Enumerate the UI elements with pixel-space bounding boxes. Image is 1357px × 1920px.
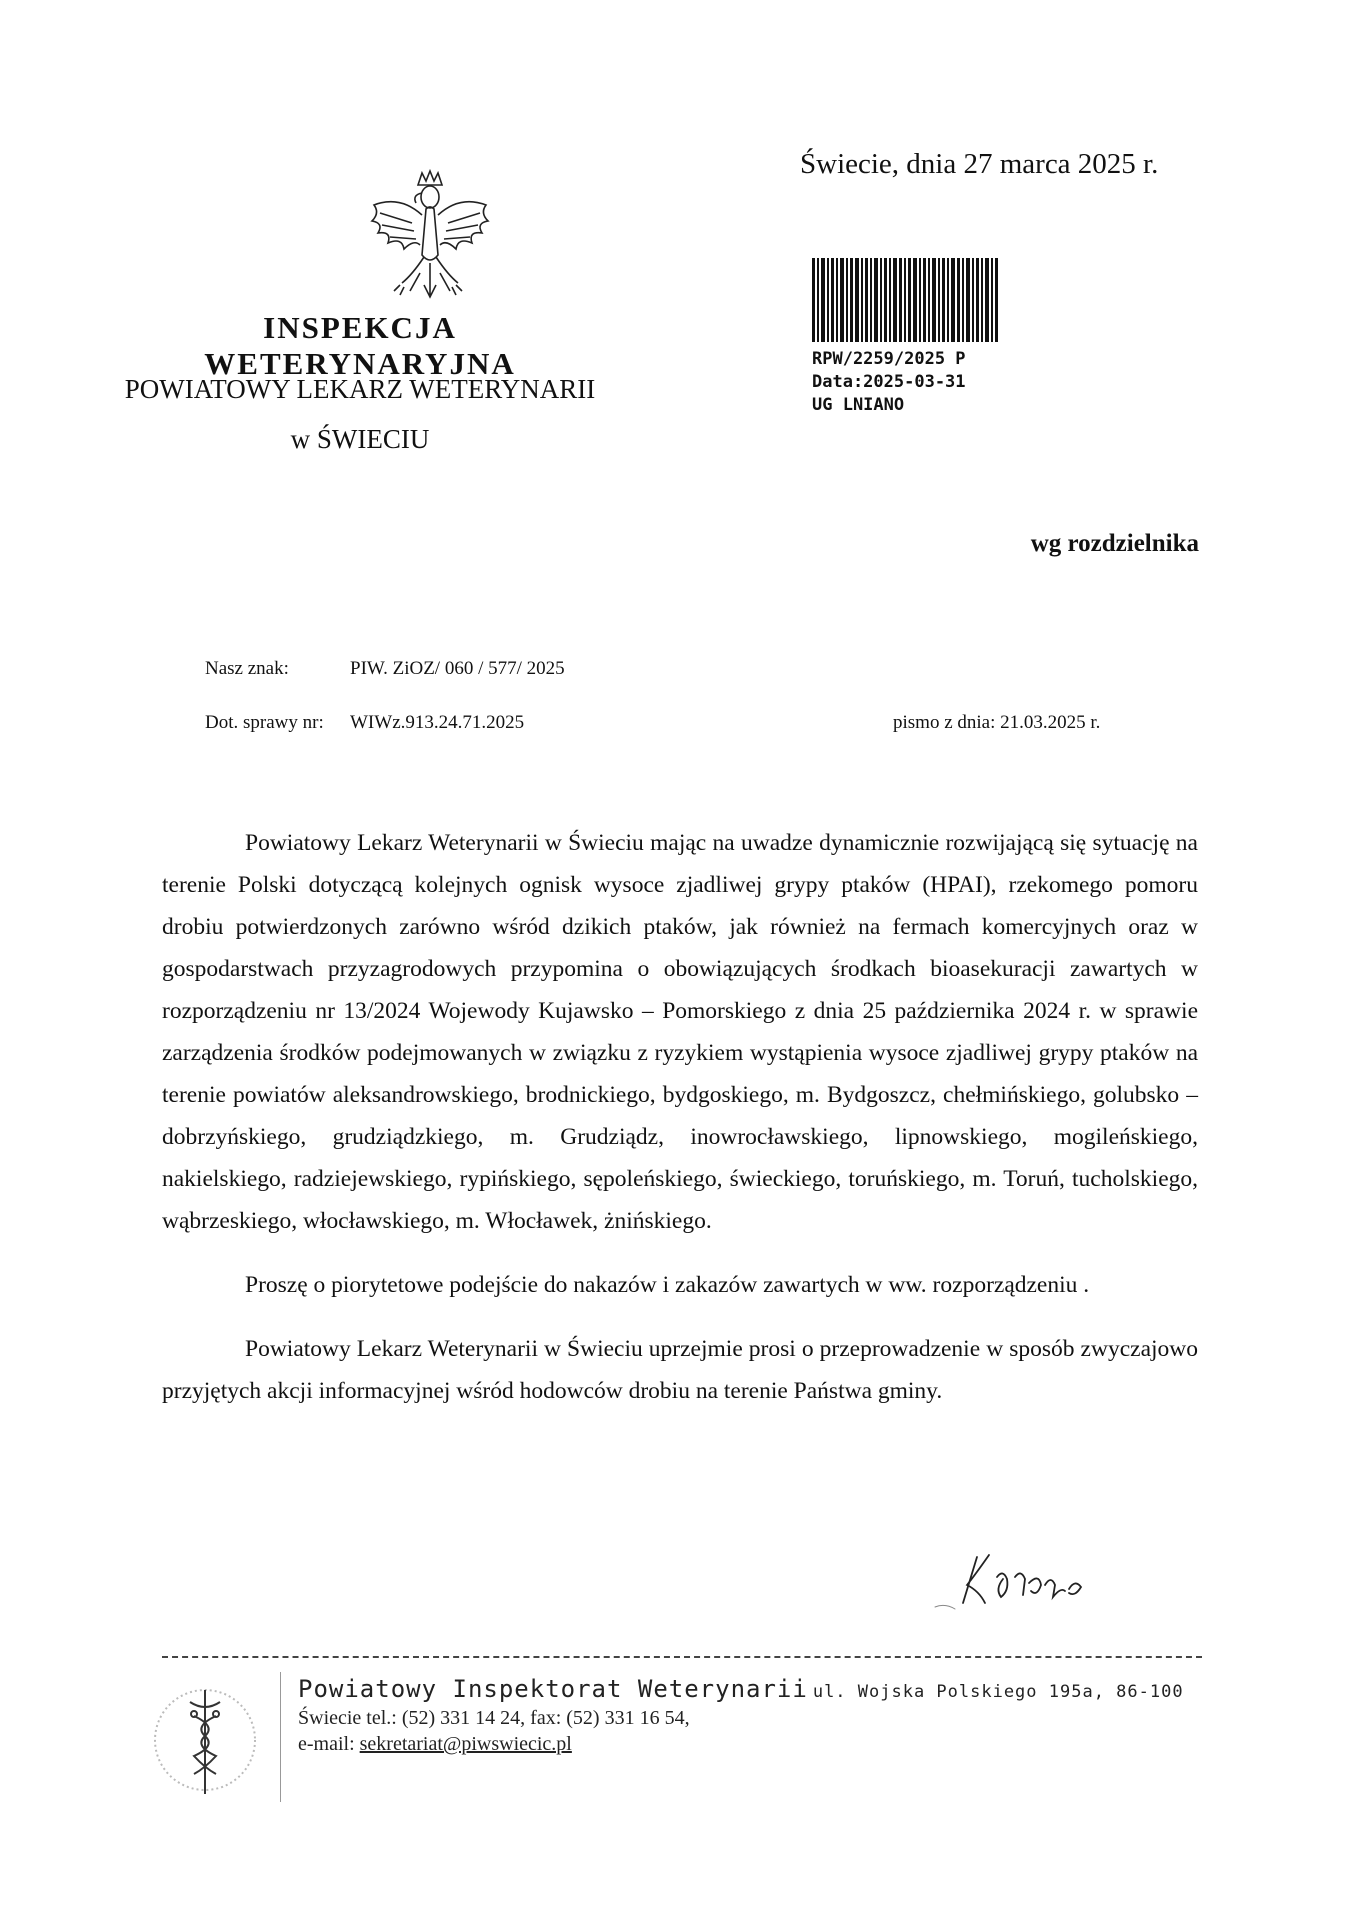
handwritten-signature: [905, 1545, 1120, 1620]
footer-address: ul. Wojska Polskiego 195a, 86-100: [812, 1682, 1184, 1702]
footer-institution: Powiatowy Inspektorat Weterynarii: [298, 1675, 808, 1703]
our-ref-label: Nasz znak:: [205, 658, 289, 679]
letter-date: pismo z dnia: 21.03.2025 r.: [893, 712, 1101, 733]
institution-city: w ŚWIECIU: [290, 424, 430, 454]
footer-contact: [298, 1676, 1184, 1757]
institution-subtitle: POWIATOWY LEKARZ WETERYNARII: [124, 374, 596, 404]
case-number-value: WIWz.913.24.71.2025: [350, 712, 525, 733]
footer-separator: [280, 1672, 281, 1802]
our-ref-value: PIW. ZiOZ/ 060 / 577/ 2025: [350, 658, 565, 679]
stamp-registration-number: RPW/2259/2025 P: [812, 349, 966, 369]
polish-eagle-emblem: [360, 165, 500, 310]
footer-email-label: e-mail:: [298, 1733, 355, 1755]
caduceus-emblem: [150, 1676, 260, 1804]
stamp-office: UG LNIANO: [812, 395, 905, 415]
body-paragraph-1: Powiatowy Lekarz Weterynarii w Świeciu mając na uwadze dynamicznie rozwijającą się sytuację na terenie Polski dotyczącą kolejnych ognisk wysoce zjadliwej grypy ptaków (HPAI), rzekomego pomoru drobiu potwierdzonych zarówno wśród dzikich ptaków, jak również na fermach komercyjnych oraz w gospodarstwach przyzagrodowych przypomina o obowiązujących środkach bioasekuracji zawartych w rozporządzeniu nr 13/2024 Wojewody Kujawsko – Pomorskiego z dnia 25 października 2024 r. w sprawie zarządzenia środków podejmowanych w związku z ryzykiem wystąpienia wysoce zjadliwej grypy ptaków na terenie powiatów aleksandrowskiego, brodnickiego, bydgoskiego, m. Bydgoszcz, chełmińskiego, golubsko – dobrzyńskiego, grudziądzkiego, m. Grudziądz, inowrocławskiego, lipnowskiego, mogileńskiego, nakielskiego, radziejewskiego, rypińskiego, sępoleńskiego, świeckiego, toruńskiego, m. Toruń, tucholskiego, wąbrzeskiego, włocławskiego, m. Włocławek, żnińskiego.: [162, 830, 1198, 1234]
footer-divider: [162, 1656, 1202, 1658]
footer-email-link[interactable]: sekretariat@piwswiecic.pl: [359, 1733, 572, 1755]
letter-body: [162, 822, 1198, 1412]
place-and-date: Świecie, dnia 27 marca 2025 r.: [800, 148, 1159, 180]
stamp-date: Data:2025-03-31: [812, 372, 966, 392]
footer-phone: Świecie tel.: (52) 331 14 24, fax: (52) 331 16 54,: [298, 1707, 690, 1729]
body-paragraph-2: Proszę o piorytetowe podejście do nakazów i zakazów zawartych w ww. rozporządzeniu .: [245, 1272, 1090, 1298]
registration-barcode: [812, 258, 1000, 342]
case-number-label: Dot. sprawy nr:: [205, 712, 324, 733]
recipient: wg rozdzielnika: [1030, 530, 1199, 557]
institution-name: INSPEKCJA WETERYNARYJNA: [204, 310, 516, 381]
registration-stamp: [812, 348, 966, 417]
body-paragraph-3: Powiatowy Lekarz Weterynarii w Świeciu uprzejmie prosi o przeprowadzenie w sposób zwyczajowo przyjętych akcji informacyjnej wśród hodowców drobiu na terenie Państwa gminy.: [162, 1336, 1198, 1404]
